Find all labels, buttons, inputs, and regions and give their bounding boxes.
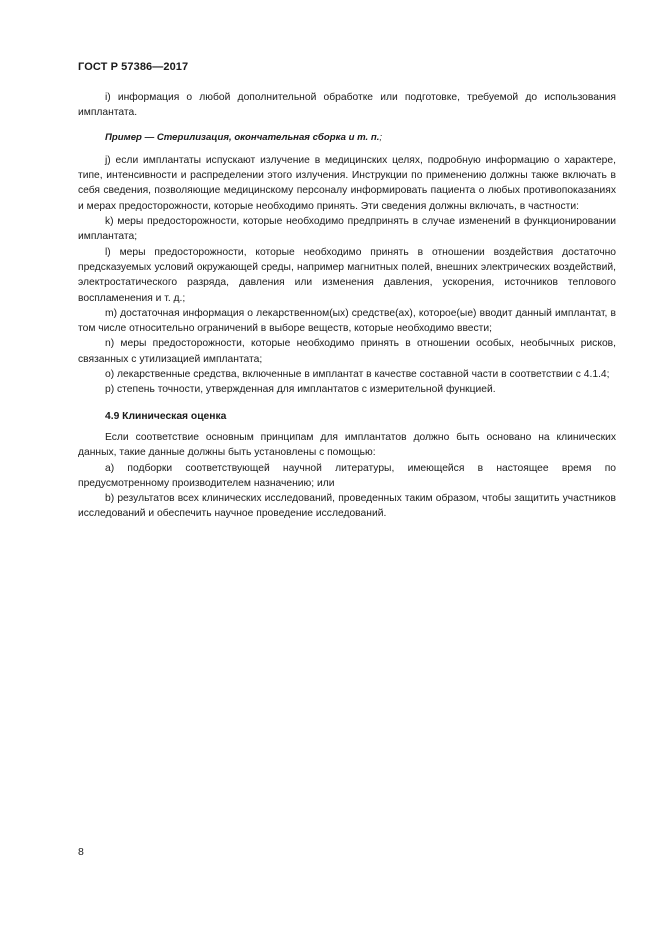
section-heading: 4.9 Клиническая оценка <box>105 410 227 422</box>
item-j: j) если имплантаты испускают излучение в медицинских целях, подробную информацию о характере, типе, интенсивности и распределении этого излучения. Инструкции по применению должны также включать в себя сведения, позволяющие медицинскому персоналу информировать пациента о любых противопоказаниях и мерах предосторожности, которые необходимо принять. Эти сведения должны включать, в частности: <box>78 154 616 212</box>
item-i: i) информация о любой дополнительной обработке или подготовке, требуемой до использования имплантата. <box>78 92 616 119</box>
item-p: p) степень точности, утвержденная для имплантатов с измерительной функцией. <box>105 384 496 396</box>
page-number: 8 <box>78 846 84 858</box>
item-l: l) меры предосторожности, которые необходимо принять в отношении воздействия достаточно предсказуемых условий окружающей среды, например магнитных полей, внешних электрических воздействий, электростатического разряда, давления или изменения давления, ускорения, источников теплового воспламенения и т. д.; <box>78 246 616 304</box>
example-note <box>78 130 616 145</box>
item-n: n) меры предосторожности, которые необходимо принять в отношении особых, необычных рисков, связанных с утилизацией имплантата; <box>78 338 616 365</box>
document-body <box>78 90 616 522</box>
example-tail: ; <box>379 131 383 143</box>
item-b: b) результатов всех клинических исследований, проведенных таким образом, чтобы защитить участников исследований и обеспечить научное проведение исследований. <box>78 493 616 520</box>
item-k: k) меры предосторожности, которые необходимо предпринять в случае изменений в функционировании имплантата; <box>78 216 616 243</box>
item-m: m) достаточная информация о лекарственном(ых) средстве(ах), которое(ые) вводит данный имплантат, в том числе относительно ограничений в выборе веществ, которые необходимо ввести; <box>78 307 616 335</box>
document-header: ГОСТ Р 57386—2017 <box>78 61 189 73</box>
section-intro: Если соответствие основным принципам для имплантатов должно быть основано на клинических данных, такие данные должны быть установлены с помощью: <box>78 431 616 459</box>
example-label: Пример — Стерилизация, окончательная сборка и т. п. <box>105 131 380 143</box>
item-a: a) подборки соответствующей научной литературы, имеющейся в настоящее время по предусмотренному производителем назначению; или <box>78 462 616 489</box>
item-o: o) лекарственные средства, включенные в имплантат в качестве составной части в соответствии с 4.1.4; <box>105 369 610 381</box>
